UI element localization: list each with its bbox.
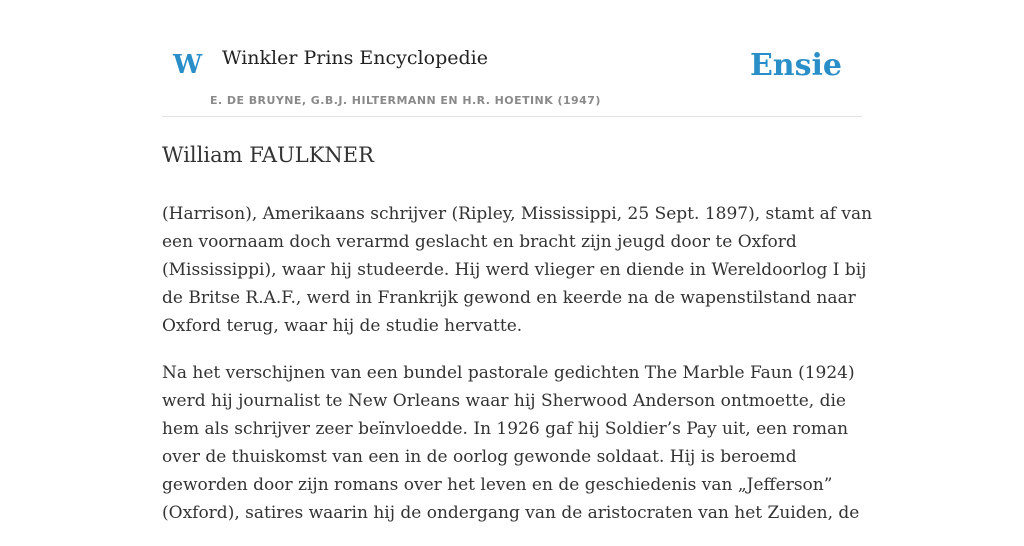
article-paragraph — [162, 200, 873, 340]
article-paragraph — [162, 359, 862, 527]
article — [162, 138, 873, 546]
paragraph-line: Na het verschijnen van een bundel pastorale gedichten The Marble Faun (1924) — [162, 363, 855, 383]
paragraph-line: (Harrison), Amerikaans schrijver (Ripley, Mississippi, 25 Sept. 1897), stamt af van — [162, 204, 873, 224]
paragraph-line: hem als schrijver zeer beïnvloedde. In 1926 gaf hij Soldier’s Pay uit, een roman — [162, 419, 849, 439]
paragraph-line: de Britse R.A.F., werd in Frankrijk gewond en keerde na de wapenstilstand naar — [162, 288, 856, 308]
paragraph-line: over de thuiskomst van een in de oorlog gewonde soldaat. Hij is beroemd — [162, 447, 797, 467]
paragraph-line: (Mississippi), waar hij studeerde. Hij werd vlieger en diende in Wereldoorlog I bij — [162, 260, 867, 280]
paragraph-line: een voornaam doch verarmd geslacht en bracht zijn jeugd door te Oxford — [162, 232, 797, 252]
paragraph-line: werd hij journalist te New Orleans waar hij Sherwood Anderson ontmoette, die — [162, 391, 846, 411]
article-title: William FAULKNER — [162, 143, 374, 167]
authors-byline: E. DE BRUYNE, G.B.J. HILTERMANN EN H.R. HOETINK (1947) — [210, 94, 601, 107]
site-title[interactable]: Winkler Prins Encyclopedie — [222, 47, 488, 69]
paragraph-line: (Oxford), satires waarin hij de ondergang van de aristocraten van het Zuiden, de — [162, 503, 860, 523]
paragraph-line: Oxford terug, waar hij de studie hervatte. — [162, 316, 523, 336]
site-header — [162, 0, 862, 117]
brand-logo[interactable]: Ensie — [749, 48, 842, 83]
paragraph-line: geworden door zijn romans over het leven en de geschiedenis van „Jefferson” — [162, 475, 833, 495]
site-logo-icon[interactable]: W — [173, 50, 203, 80]
